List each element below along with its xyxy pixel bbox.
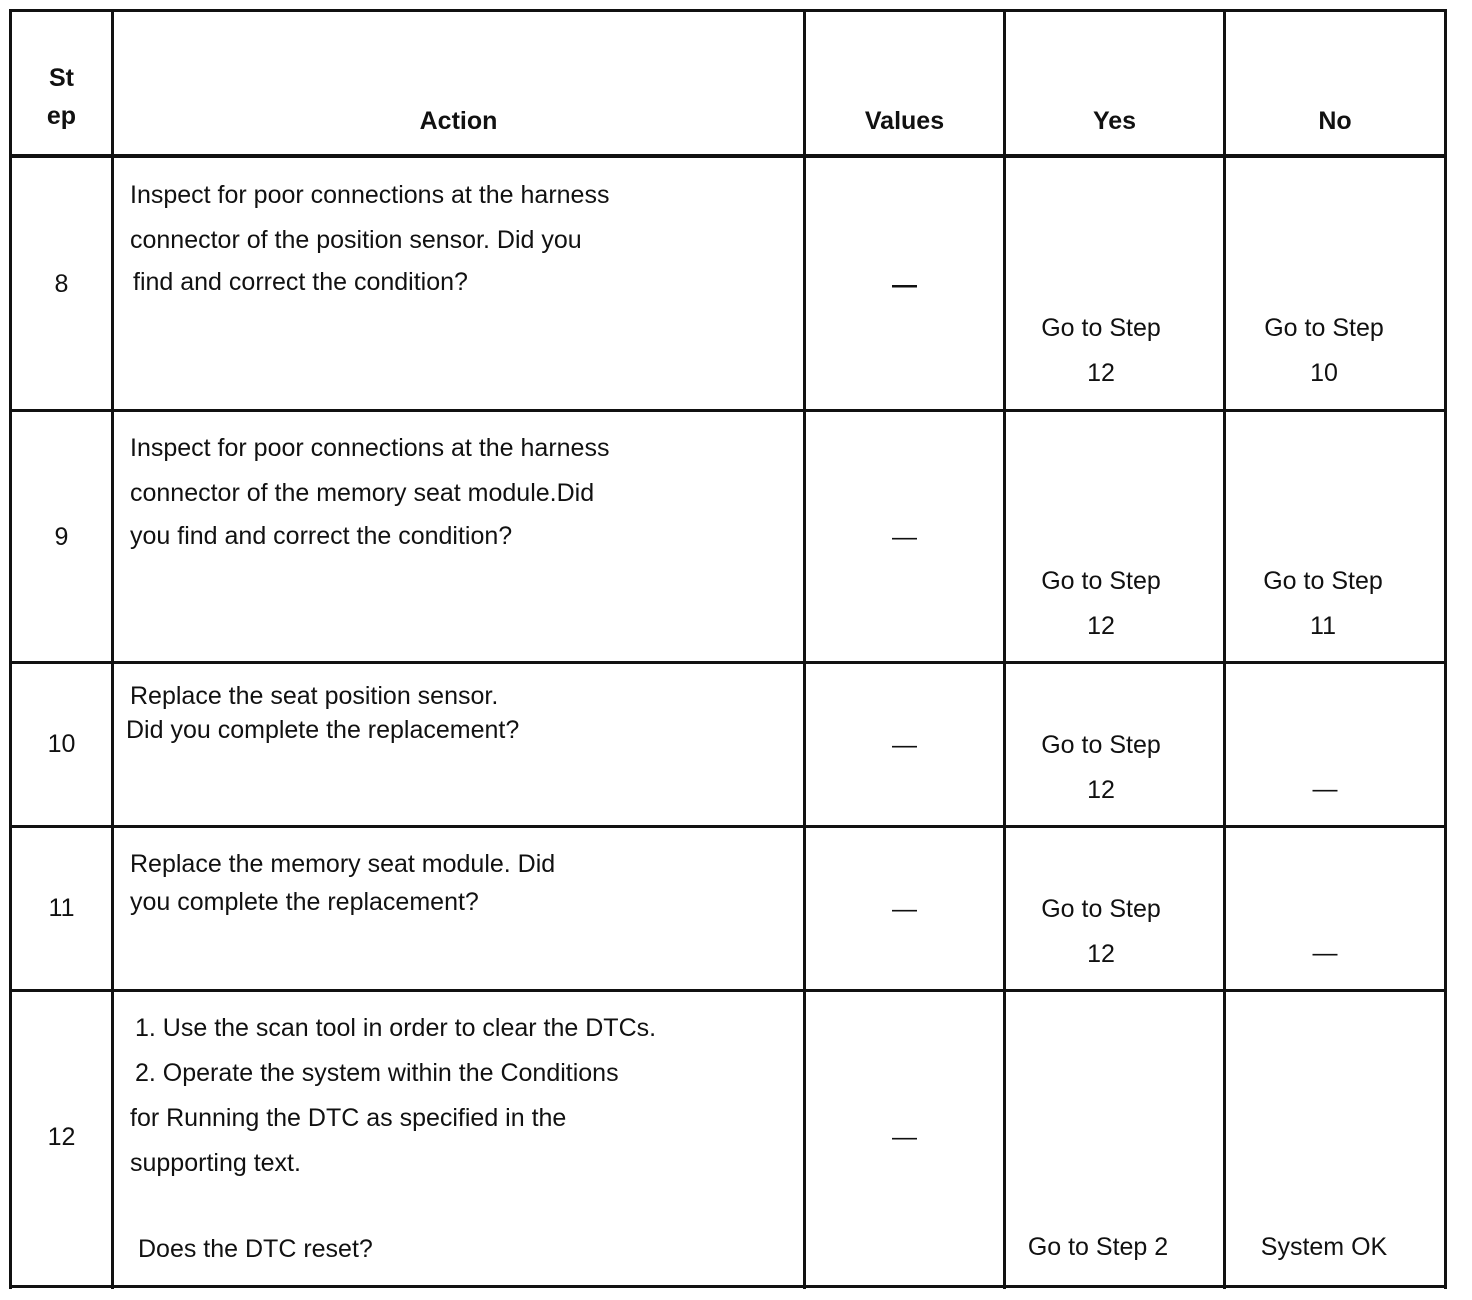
- row-step-11: 11: [48, 894, 75, 922]
- yes-line: 12: [1087, 776, 1115, 804]
- header-values: Values: [864, 107, 945, 135]
- row-action-11: [130, 845, 555, 921]
- row-values-11: —: [892, 895, 917, 923]
- row-divider: [9, 661, 1447, 664]
- yes-line: 12: [1087, 612, 1115, 640]
- header-step-line1: St: [49, 64, 74, 92]
- yes-line: Go to Step: [1041, 731, 1161, 759]
- action-line: Replace the memory seat module. Did: [130, 850, 556, 878]
- action-line: you find and correct the condition?: [130, 522, 513, 550]
- row-divider: [9, 989, 1447, 992]
- row-yes-9: [1006, 559, 1196, 649]
- header-yes: Yes: [1092, 107, 1137, 135]
- row-step-9: 9: [54, 523, 69, 551]
- action-line: for Running the DTC as specified in the: [130, 1104, 567, 1132]
- no-line: Go to Step: [1264, 314, 1384, 342]
- no-line: Go to Step: [1263, 567, 1383, 595]
- action-line: Inspect for poor connections at the harness: [130, 434, 610, 462]
- row-action-12: [130, 1006, 656, 1272]
- row-step-10: 10: [47, 730, 76, 758]
- action-line: 1. Use the scan tool in order to clear the DTCs.: [135, 1014, 657, 1042]
- action-line: 2. Operate the system within the Conditions: [135, 1059, 619, 1087]
- column-divider: [111, 9, 114, 1289]
- yes-line: Go to Step: [1041, 895, 1161, 923]
- row-values-8: —: [892, 271, 917, 299]
- row-no-8: [1226, 306, 1422, 396]
- row-no-11: —: [1312, 939, 1338, 967]
- table-border-top: [9, 9, 1447, 12]
- row-action-8: [130, 173, 609, 301]
- row-yes-10: [1006, 723, 1196, 813]
- no-line: 11: [1310, 612, 1336, 640]
- diagnostic-table: [9, 9, 1447, 1289]
- header-divider: [9, 154, 1447, 158]
- header-no: No: [1318, 107, 1352, 135]
- action-line: Replace the seat position sensor.: [130, 682, 499, 710]
- action-line: you complete the replacement?: [130, 888, 479, 916]
- table-border-bottom: [9, 1285, 1447, 1288]
- row-yes-11: [1006, 887, 1196, 977]
- action-line: supporting text.: [130, 1149, 301, 1177]
- header-action: Action: [419, 107, 498, 135]
- yes-line: 12: [1087, 940, 1115, 968]
- action-line: connector of the position sensor. Did you: [130, 226, 582, 254]
- row-no-9: [1226, 559, 1420, 649]
- row-yes-8: [1006, 306, 1196, 396]
- action-line: connector of the memory seat module.Did: [130, 479, 595, 507]
- yes-line: 12: [1087, 359, 1115, 387]
- column-divider: [1223, 9, 1226, 1289]
- row-step-8: 8: [54, 270, 69, 298]
- column-divider: [803, 9, 806, 1289]
- header-step: [12, 59, 111, 135]
- row-yes-12: Go to Step 2: [1027, 1233, 1169, 1261]
- action-line: Does the DTC reset?: [138, 1235, 373, 1263]
- action-line: find and correct the condition?: [133, 268, 468, 296]
- header-step-line2: ep: [46, 102, 77, 130]
- no-line: 10: [1310, 359, 1338, 387]
- row-divider: [9, 409, 1447, 412]
- table-border-left: [9, 9, 12, 1289]
- row-values-12: —: [892, 1123, 917, 1151]
- row-action-10: [126, 679, 520, 747]
- row-step-12: 12: [47, 1123, 76, 1151]
- yes-line: Go to Step: [1041, 314, 1161, 342]
- action-line: Inspect for poor connections at the harness: [130, 181, 610, 209]
- action-line: Did you complete the replacement?: [126, 716, 520, 744]
- table-border-right: [1444, 9, 1447, 1289]
- row-action-9: [130, 426, 609, 556]
- row-values-9: —: [892, 523, 917, 551]
- row-no-12: System OK: [1260, 1233, 1388, 1261]
- row-values-10: —: [892, 731, 917, 759]
- column-divider: [1003, 9, 1006, 1289]
- yes-line: Go to Step: [1041, 567, 1161, 595]
- row-no-10: —: [1312, 775, 1338, 803]
- row-divider: [9, 825, 1447, 828]
